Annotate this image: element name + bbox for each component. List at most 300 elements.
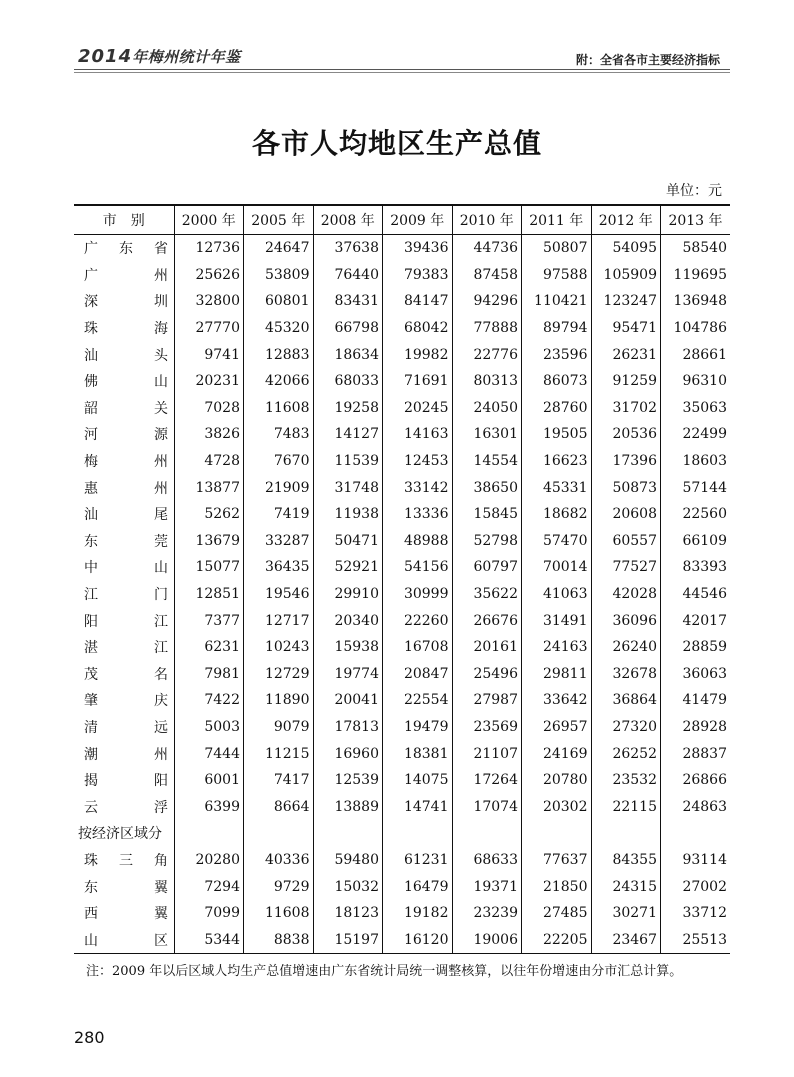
value-cell: 6231 — [174, 634, 244, 661]
value-cell: 44736 — [452, 235, 522, 262]
value-cell: 39436 — [383, 235, 453, 262]
city-name: 珠三角 — [84, 852, 168, 869]
value-cell: 19258 — [313, 395, 383, 422]
value-cell: 57470 — [522, 528, 592, 555]
column-header: 2010 年 — [452, 205, 522, 235]
value-cell: 13336 — [383, 501, 453, 528]
city-name: 汕尾 — [84, 507, 168, 524]
city-name: 东翼 — [84, 879, 168, 896]
column-header: 2013 年 — [661, 205, 731, 235]
value-cell: 97588 — [522, 262, 592, 289]
value-cell: 50873 — [591, 474, 661, 501]
value-cell: 20302 — [522, 793, 592, 820]
value-cell: 33142 — [383, 474, 453, 501]
value-cell: 9741 — [174, 341, 244, 368]
city-name: 珠海 — [84, 321, 168, 338]
value-cell: 26252 — [591, 740, 661, 767]
table-row — [74, 793, 730, 820]
value-cell: 20231 — [174, 368, 244, 395]
value-cell: 22776 — [452, 341, 522, 368]
table-row — [74, 687, 730, 714]
value-cell: 15938 — [313, 634, 383, 661]
value-cell: 22499 — [661, 421, 731, 448]
unit-label: 单位：元 — [666, 183, 722, 199]
row-label-cell — [74, 262, 174, 289]
table-row — [74, 900, 730, 927]
header-rule-secondary — [74, 72, 730, 73]
empty-cell — [452, 820, 522, 847]
value-cell: 19006 — [452, 926, 522, 953]
empty-cell — [591, 820, 661, 847]
value-cell: 28661 — [661, 341, 731, 368]
empty-cell — [661, 820, 731, 847]
table-row — [74, 288, 730, 315]
value-cell: 83393 — [661, 554, 731, 581]
value-cell: 57144 — [661, 474, 731, 501]
table-row — [74, 661, 730, 688]
value-cell: 6399 — [174, 793, 244, 820]
value-cell: 12883 — [244, 341, 314, 368]
value-cell: 9079 — [244, 714, 314, 741]
value-cell: 42028 — [591, 581, 661, 608]
value-cell: 15032 — [313, 873, 383, 900]
table-footnote: 注：2009 年以后区域人均生产总值增速由广东省统计局统一调整核算，以往年份增速由分市汇总计算。 — [86, 964, 683, 979]
row-label-cell — [74, 528, 174, 555]
column-header: 2011 年 — [522, 205, 592, 235]
yearbook-year: 2014 — [78, 46, 133, 67]
value-cell: 48988 — [383, 528, 453, 555]
empty-cell — [244, 820, 314, 847]
value-cell: 26866 — [661, 767, 731, 794]
value-cell: 76440 — [313, 262, 383, 289]
row-label-cell — [74, 421, 174, 448]
value-cell: 110421 — [522, 288, 592, 315]
value-cell: 58540 — [661, 235, 731, 262]
value-cell: 19505 — [522, 421, 592, 448]
value-cell: 119695 — [661, 262, 731, 289]
value-cell: 22554 — [383, 687, 453, 714]
table-row — [74, 448, 730, 475]
value-cell: 28837 — [661, 740, 731, 767]
row-label-cell — [74, 315, 174, 342]
table-row — [74, 528, 730, 555]
row-label-cell — [74, 873, 174, 900]
city-name: 云浮 — [84, 799, 168, 816]
city-name: 惠州 — [84, 480, 168, 497]
column-header: 2012 年 — [591, 205, 661, 235]
value-cell: 15197 — [313, 926, 383, 953]
value-cell: 41479 — [661, 687, 731, 714]
value-cell: 33712 — [661, 900, 731, 927]
value-cell: 60797 — [452, 554, 522, 581]
city-name: 中山 — [84, 560, 168, 577]
value-cell: 24050 — [452, 395, 522, 422]
table-row — [74, 341, 730, 368]
city-name: 山区 — [84, 932, 168, 949]
value-cell: 60801 — [244, 288, 314, 315]
value-cell: 20245 — [383, 395, 453, 422]
value-cell: 7483 — [244, 421, 314, 448]
row-label-cell — [74, 448, 174, 475]
row-label-cell — [74, 767, 174, 794]
value-cell: 16301 — [452, 421, 522, 448]
value-cell: 19774 — [313, 661, 383, 688]
value-cell: 45320 — [244, 315, 314, 342]
value-cell: 12851 — [174, 581, 244, 608]
city-name: 汕头 — [84, 347, 168, 364]
value-cell: 24169 — [522, 740, 592, 767]
running-header-yearbook — [78, 46, 241, 67]
city-name: 江门 — [84, 587, 168, 604]
value-cell: 50471 — [313, 528, 383, 555]
row-label-cell — [74, 235, 174, 262]
value-cell: 89794 — [522, 315, 592, 342]
value-cell: 28928 — [661, 714, 731, 741]
value-cell: 26676 — [452, 607, 522, 634]
gdp-per-capita-table — [74, 204, 730, 954]
value-cell: 28859 — [661, 634, 731, 661]
value-cell: 7419 — [244, 501, 314, 528]
value-cell: 11608 — [244, 900, 314, 927]
city-name: 东莞 — [84, 533, 168, 550]
row-label-cell — [74, 554, 174, 581]
header-rule — [74, 69, 730, 70]
row-label-cell — [74, 395, 174, 422]
row-label-cell — [74, 341, 174, 368]
value-cell: 23532 — [591, 767, 661, 794]
table-row — [74, 873, 730, 900]
value-cell: 7422 — [174, 687, 244, 714]
value-cell: 19479 — [383, 714, 453, 741]
value-cell: 31491 — [522, 607, 592, 634]
value-cell: 20340 — [313, 607, 383, 634]
value-cell: 36096 — [591, 607, 661, 634]
value-cell: 136948 — [661, 288, 731, 315]
value-cell: 29910 — [313, 581, 383, 608]
value-cell: 11890 — [244, 687, 314, 714]
city-name: 梅州 — [84, 454, 168, 471]
value-cell: 26231 — [591, 341, 661, 368]
value-cell: 29811 — [522, 661, 592, 688]
value-cell: 40336 — [244, 847, 314, 874]
row-label-cell — [74, 474, 174, 501]
value-cell: 36063 — [661, 661, 731, 688]
value-cell: 8664 — [244, 793, 314, 820]
value-cell: 42066 — [244, 368, 314, 395]
table-row — [74, 554, 730, 581]
value-cell: 24163 — [522, 634, 592, 661]
value-cell: 68042 — [383, 315, 453, 342]
value-cell: 16623 — [522, 448, 592, 475]
value-cell: 27320 — [591, 714, 661, 741]
value-cell: 15845 — [452, 501, 522, 528]
value-cell: 20041 — [313, 687, 383, 714]
value-cell: 66109 — [661, 528, 731, 555]
value-cell: 18682 — [522, 501, 592, 528]
value-cell: 5003 — [174, 714, 244, 741]
value-cell: 18634 — [313, 341, 383, 368]
value-cell: 59480 — [313, 847, 383, 874]
value-cell: 19982 — [383, 341, 453, 368]
value-cell: 84355 — [591, 847, 661, 874]
value-cell: 77888 — [452, 315, 522, 342]
value-cell: 20608 — [591, 501, 661, 528]
value-cell: 54156 — [383, 554, 453, 581]
value-cell: 17074 — [452, 793, 522, 820]
value-cell: 35622 — [452, 581, 522, 608]
value-cell: 52921 — [313, 554, 383, 581]
value-cell: 22560 — [661, 501, 731, 528]
value-cell: 94296 — [452, 288, 522, 315]
value-cell: 84147 — [383, 288, 453, 315]
value-cell: 19182 — [383, 900, 453, 927]
value-cell: 13679 — [174, 528, 244, 555]
city-name: 韶关 — [84, 400, 168, 417]
column-header: 市 别 — [74, 205, 174, 235]
value-cell: 7294 — [174, 873, 244, 900]
value-cell: 17813 — [313, 714, 383, 741]
value-cell: 11608 — [244, 395, 314, 422]
value-cell: 61231 — [383, 847, 453, 874]
value-cell: 14554 — [452, 448, 522, 475]
value-cell: 12736 — [174, 235, 244, 262]
value-cell: 25626 — [174, 262, 244, 289]
value-cell: 83431 — [313, 288, 383, 315]
value-cell: 31748 — [313, 474, 383, 501]
table-row — [74, 368, 730, 395]
city-name: 广东省 — [84, 241, 168, 258]
value-cell: 12453 — [383, 448, 453, 475]
row-label-cell — [74, 793, 174, 820]
value-cell: 18123 — [313, 900, 383, 927]
value-cell: 31702 — [591, 395, 661, 422]
table-row — [74, 235, 730, 262]
city-name: 揭阳 — [84, 773, 168, 790]
row-label-cell — [74, 687, 174, 714]
value-cell: 14163 — [383, 421, 453, 448]
value-cell: 37638 — [313, 235, 383, 262]
table-row — [74, 501, 730, 528]
city-name: 潮州 — [84, 746, 168, 763]
value-cell: 96310 — [661, 368, 731, 395]
row-label-cell — [74, 900, 174, 927]
value-cell: 25513 — [661, 926, 731, 953]
value-cell: 13877 — [174, 474, 244, 501]
value-cell: 4728 — [174, 448, 244, 475]
value-cell: 68633 — [452, 847, 522, 874]
table-row — [74, 395, 730, 422]
value-cell: 70014 — [522, 554, 592, 581]
value-cell: 8838 — [244, 926, 314, 953]
value-cell: 14741 — [383, 793, 453, 820]
value-cell: 17264 — [452, 767, 522, 794]
value-cell: 20847 — [383, 661, 453, 688]
row-label-cell — [74, 368, 174, 395]
value-cell: 19371 — [452, 873, 522, 900]
row-label-cell — [74, 581, 174, 608]
value-cell: 5262 — [174, 501, 244, 528]
value-cell: 32800 — [174, 288, 244, 315]
value-cell: 77637 — [522, 847, 592, 874]
city-name: 深圳 — [84, 294, 168, 311]
table-row — [74, 926, 730, 953]
row-label-cell — [74, 926, 174, 953]
value-cell: 10243 — [244, 634, 314, 661]
value-cell: 22260 — [383, 607, 453, 634]
value-cell: 14127 — [313, 421, 383, 448]
value-cell: 28760 — [522, 395, 592, 422]
value-cell: 20536 — [591, 421, 661, 448]
row-label-cell — [74, 634, 174, 661]
value-cell: 16960 — [313, 740, 383, 767]
value-cell: 22205 — [522, 926, 592, 953]
value-cell: 22115 — [591, 793, 661, 820]
value-cell: 19546 — [244, 581, 314, 608]
row-label-cell — [74, 740, 174, 767]
value-cell: 45331 — [522, 474, 592, 501]
value-cell: 13889 — [313, 793, 383, 820]
city-name: 阳江 — [84, 613, 168, 630]
value-cell: 104786 — [661, 315, 731, 342]
city-name: 清远 — [84, 719, 168, 736]
value-cell: 32678 — [591, 661, 661, 688]
value-cell: 14075 — [383, 767, 453, 794]
empty-cell — [383, 820, 453, 847]
value-cell: 24647 — [244, 235, 314, 262]
value-cell: 77527 — [591, 554, 661, 581]
value-cell: 20280 — [174, 847, 244, 874]
value-cell: 7377 — [174, 607, 244, 634]
row-label-cell — [74, 501, 174, 528]
table-row — [74, 607, 730, 634]
table-row — [74, 262, 730, 289]
value-cell: 33287 — [244, 528, 314, 555]
value-cell: 36435 — [244, 554, 314, 581]
city-name: 湛江 — [84, 640, 168, 657]
value-cell: 33642 — [522, 687, 592, 714]
value-cell: 7444 — [174, 740, 244, 767]
value-cell: 11215 — [244, 740, 314, 767]
city-name: 广州 — [84, 267, 168, 284]
value-cell: 24315 — [591, 873, 661, 900]
table-row — [74, 740, 730, 767]
table-row — [74, 581, 730, 608]
value-cell: 18381 — [383, 740, 453, 767]
value-cell: 12729 — [244, 661, 314, 688]
column-header: 2008 年 — [313, 205, 383, 235]
value-cell: 11539 — [313, 448, 383, 475]
value-cell: 91259 — [591, 368, 661, 395]
value-cell: 68033 — [313, 368, 383, 395]
value-cell: 20161 — [452, 634, 522, 661]
value-cell: 6001 — [174, 767, 244, 794]
value-cell: 12539 — [313, 767, 383, 794]
city-name: 茂名 — [84, 666, 168, 683]
value-cell: 36864 — [591, 687, 661, 714]
value-cell: 3826 — [174, 421, 244, 448]
city-name: 肇庆 — [84, 693, 168, 710]
value-cell: 7028 — [174, 395, 244, 422]
value-cell: 86073 — [522, 368, 592, 395]
value-cell: 93114 — [661, 847, 731, 874]
value-cell: 7981 — [174, 661, 244, 688]
value-cell: 79383 — [383, 262, 453, 289]
empty-cell — [174, 820, 244, 847]
section-row — [74, 820, 730, 847]
table-row — [74, 714, 730, 741]
running-header-section: 附：全省各市主要经济指标 — [575, 53, 720, 67]
table-header-row — [74, 205, 730, 235]
value-cell: 44546 — [661, 581, 731, 608]
value-cell: 20780 — [522, 767, 592, 794]
empty-cell — [313, 820, 383, 847]
value-cell: 50807 — [522, 235, 592, 262]
value-cell: 80313 — [452, 368, 522, 395]
value-cell: 16120 — [383, 926, 453, 953]
value-cell: 66798 — [313, 315, 383, 342]
value-cell: 16708 — [383, 634, 453, 661]
value-cell: 105909 — [591, 262, 661, 289]
value-cell: 23239 — [452, 900, 522, 927]
value-cell: 16479 — [383, 873, 453, 900]
value-cell: 52798 — [452, 528, 522, 555]
value-cell: 30271 — [591, 900, 661, 927]
city-name: 河源 — [84, 427, 168, 444]
row-label-cell — [74, 847, 174, 874]
value-cell: 17396 — [591, 448, 661, 475]
value-cell: 7417 — [244, 767, 314, 794]
value-cell: 26240 — [591, 634, 661, 661]
value-cell: 60557 — [591, 528, 661, 555]
column-header: 2000 年 — [174, 205, 244, 235]
value-cell: 23596 — [522, 341, 592, 368]
value-cell: 71691 — [383, 368, 453, 395]
value-cell: 21107 — [452, 740, 522, 767]
value-cell: 15077 — [174, 554, 244, 581]
empty-cell — [522, 820, 592, 847]
value-cell: 23467 — [591, 926, 661, 953]
table-row — [74, 474, 730, 501]
row-label-cell — [74, 661, 174, 688]
city-name: 佛山 — [84, 374, 168, 391]
value-cell: 38650 — [452, 474, 522, 501]
value-cell: 7670 — [244, 448, 314, 475]
value-cell: 42017 — [661, 607, 731, 634]
table-row — [74, 634, 730, 661]
value-cell: 25496 — [452, 661, 522, 688]
table-row — [74, 767, 730, 794]
value-cell: 12717 — [244, 607, 314, 634]
value-cell: 123247 — [591, 288, 661, 315]
value-cell: 27770 — [174, 315, 244, 342]
value-cell: 5344 — [174, 926, 244, 953]
value-cell: 26957 — [522, 714, 592, 741]
value-cell: 54095 — [591, 235, 661, 262]
value-cell: 21850 — [522, 873, 592, 900]
table-row — [74, 315, 730, 342]
column-header: 2009 年 — [383, 205, 453, 235]
value-cell: 95471 — [591, 315, 661, 342]
section-label: 按经济区域分 — [78, 826, 162, 843]
value-cell: 30999 — [383, 581, 453, 608]
page-title: 各市人均地区生产总值 — [251, 127, 542, 160]
page-number: 280 — [74, 1028, 105, 1047]
row-label-cell — [74, 714, 174, 741]
value-cell: 7099 — [174, 900, 244, 927]
table-row — [74, 421, 730, 448]
value-cell: 53809 — [244, 262, 314, 289]
yearbook-title: 年梅州统计年鉴 — [132, 48, 241, 66]
